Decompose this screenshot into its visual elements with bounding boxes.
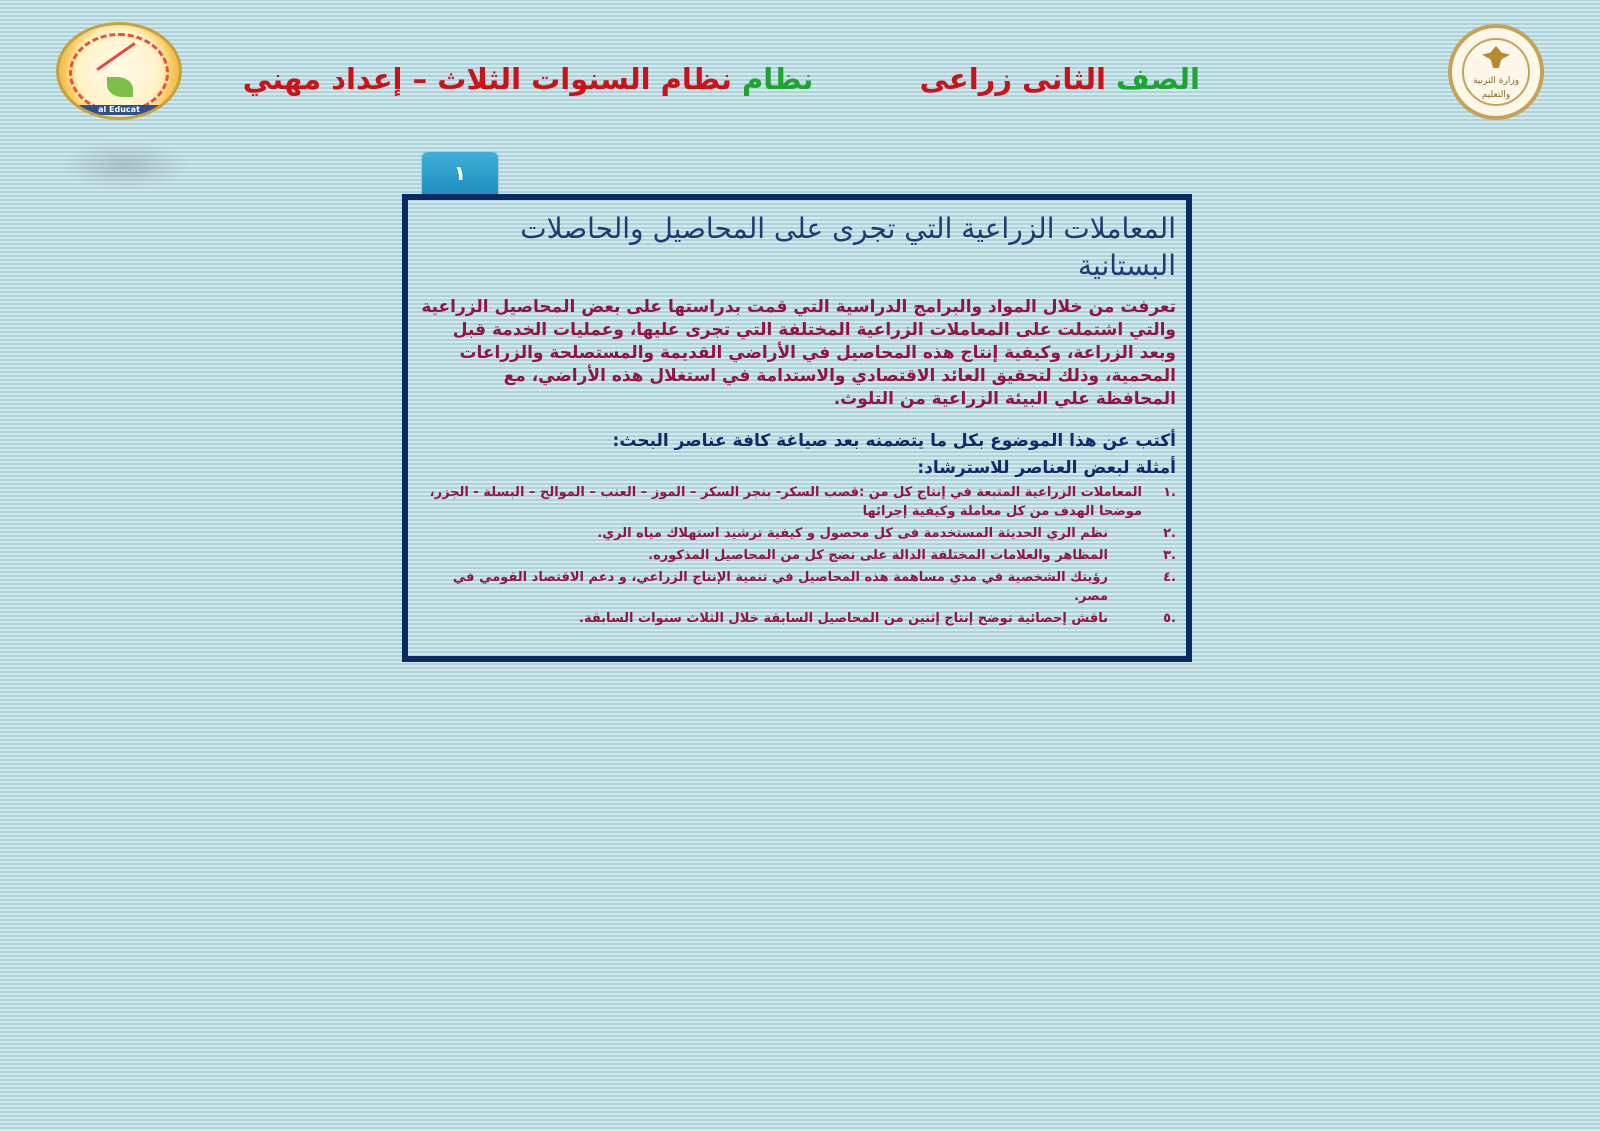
header-grade-label: الصف bbox=[1116, 62, 1200, 96]
topic-box bbox=[402, 194, 1192, 662]
list-item-text: رؤيتك الشخصية في مدي مساهمة هذه المحاصيل في تنمية الإنتاج الزراعي، و دعم الاقتصاد القومي في مصر. bbox=[452, 570, 1108, 604]
list-item bbox=[420, 483, 1176, 521]
header-system-value: نظام السنوات الثلاث – إعداد مهني bbox=[242, 62, 732, 96]
topic-instruction: أكتب عن هذا الموضوع بكل ما يتضمنه بعد صياغة كافة عناصر البحث: bbox=[612, 431, 1176, 451]
header-grade-value: الثانى زراعى bbox=[919, 62, 1106, 96]
school-logo bbox=[56, 22, 182, 120]
page-header bbox=[242, 62, 1200, 102]
list-item bbox=[420, 546, 1176, 565]
gear-ring-icon bbox=[69, 33, 169, 113]
list-item-text: نظم الري الحديثة المستخدمة فى كل محصول و كيفية ترشيد استهلاك مياه الري. bbox=[597, 526, 1108, 541]
seal-script: وزارة التربية والتعليم bbox=[1472, 76, 1520, 100]
list-item-number: .٢ bbox=[1163, 526, 1176, 541]
topic-intro: تعرفت من خلال المواد والبرامج الدراسية التي قمت بدراستها على بعض المحاصيل الزراعية والتي اشتملت على المعاملات الزراعية المختلفة التي تجرى عليها، وعمليات الخدمة قبل وبعد الزراعة، وكيفية إنتاج هذه المحاصيل في الأراضي القديمة والمستصلحة والزراعات المحمية، وذلك لتحقيق العائد الاقتصادي والاستدامة في استغلال هذه الأراضي، مع المحافظة علي البيئة الزراعية من التلوث. bbox=[421, 297, 1176, 409]
list-item-number: .٣ bbox=[1163, 548, 1176, 563]
list-item-text: المعاملات الزراعية المتبعة في إنتاج كل من :قصب السكر- بنجر السكر – الموز – العنب – الموالح – البسلة - الجزر، موضحا الهدف من كل معاملة وكيفية إجرائها bbox=[429, 485, 1142, 519]
list-item-text: ناقش إحصائية توضح إنتاج إثنين من المحاصيل السابقة خلال الثلاث سنوات السابقة. bbox=[579, 611, 1108, 626]
list-item-number: .٥ bbox=[1163, 611, 1176, 626]
list-item-text: المظاهر والعلامات المختلفة الدالة على نضج كل من المحاصيل المذكوره. bbox=[648, 548, 1108, 563]
topic-number-tab[interactable]: ١ bbox=[422, 152, 498, 194]
ministry-seal-logo bbox=[1448, 24, 1544, 120]
list-item bbox=[420, 524, 1176, 543]
logo-caption: al Educat bbox=[59, 105, 179, 115]
examples-label: أمثلة لبعض العناصر للاسترشاد: bbox=[917, 458, 1176, 478]
logo-shadow bbox=[60, 140, 190, 190]
list-item bbox=[420, 568, 1176, 606]
list-item-number: .١ bbox=[1163, 485, 1176, 500]
topic-title: المعاملات الزراعية التي تجرى على المحاصيل والحاصلات البستانية bbox=[520, 212, 1176, 282]
header-system-label: نظام bbox=[742, 62, 814, 96]
examples-list bbox=[420, 483, 1176, 628]
list-item bbox=[420, 609, 1176, 628]
list-item-number: .٤ bbox=[1163, 570, 1176, 585]
